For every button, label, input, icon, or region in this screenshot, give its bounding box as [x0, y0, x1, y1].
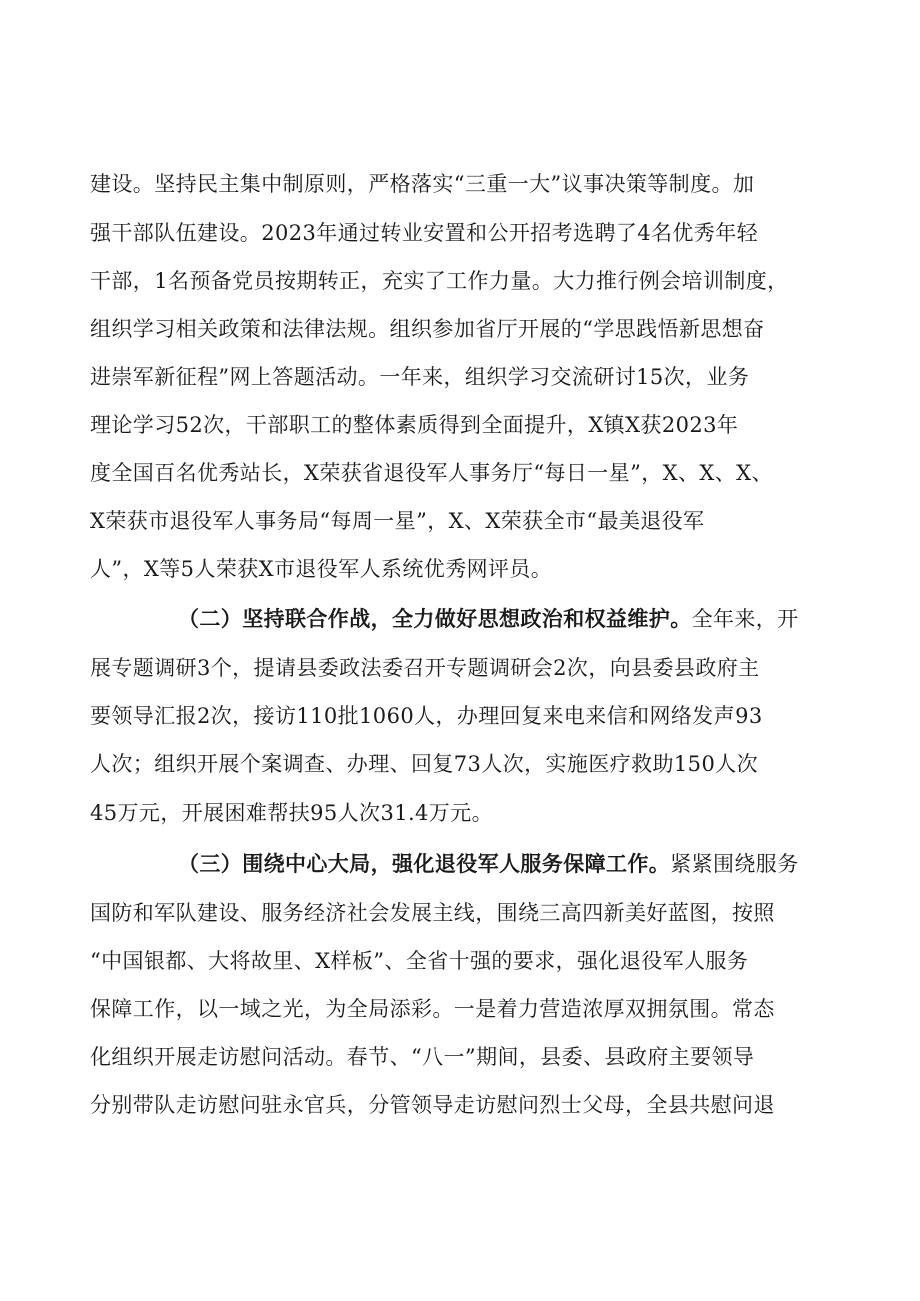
- paragraph-line: 化组织开展走访慰问活动。春节、“八一”期间，县委、县政府主要领导: [90, 1045, 755, 1069]
- paragraph-line: 展专题调研3个，提请县委政法委召开专题调研会2次，向县委县政府主: [90, 656, 760, 680]
- heading-line-rest: 全年来，开: [691, 607, 799, 631]
- paragraph-line: 强干部队伍建设。2023年通过转业安置和公开招考选聘了4名优秀年轻: [90, 221, 759, 245]
- paragraph-line: 人次；组织开展个案调查、办理、回复73人次，实施医疗救助150人次: [90, 752, 759, 776]
- heading-line-rest: 紧紧围绕服务: [670, 852, 799, 876]
- section-heading-line: [0, 842, 920, 886]
- section-heading: （二）坚持联合作战，全力做好思想政治和权益维护。: [178, 606, 692, 631]
- paragraph-line: 进崇军新征程”网上答题活动。一年来，组织学习交流研讨15次，业务: [90, 365, 750, 389]
- paragraph-line: 组织学习相关政策和法律法规。组织参加省厅开展的“学思践悟新思想奋: [90, 317, 765, 341]
- paragraph-line: 分别带队走访慰问驻永官兵，分管领导走访慰问烈士父母，全县共慰问退: [90, 1093, 775, 1117]
- paragraph-line: X荣获市退役军人事务局“每周一星”，X、X荣获全市“最美退役军: [90, 509, 705, 533]
- paragraph-line: 保障工作，以一域之光，为全局添彩。一是着力营造浓厚双拥氛围。常态: [90, 997, 775, 1021]
- section-heading: （三）围绕中心大局，强化退役军人服务保障工作。: [178, 851, 671, 876]
- paragraph-line: 人”，X等5人荣获X市退役军人系统优秀网评员。: [90, 557, 553, 581]
- paragraph-line: 干部，1名预备党员按期转正，充实了工作力量。大力推行例会培训制度，: [90, 269, 789, 293]
- paragraph-line: 要领导汇报2次，接访110批1060人，办理回复来电来信和网络发声93: [90, 704, 763, 728]
- paragraph-line: 建设。坚持民主集中制原则，严格落实“三重一大”议事决策等制度。加: [90, 172, 755, 196]
- paragraph-line: 理论学习52次，干部职工的整体素质得到全面提升，X镇X获2023年: [90, 413, 739, 437]
- section-heading-line: [0, 597, 920, 641]
- paragraph-line: 45万元，开展困难帮扶95人次31.4万元。: [90, 801, 493, 825]
- paragraph-line: “中国银都、大将故里、X样板”、全省十强的要求，强化退役军人服务: [90, 949, 749, 973]
- paragraph-line: 国防和军队建设、服务经济社会发展主线，围绕三高四新美好蓝图，按照: [90, 901, 775, 925]
- paragraph-line: 度全国百名优秀站长，X荣获省退役军人事务厅“每日一星”，X、X、X、: [90, 461, 773, 485]
